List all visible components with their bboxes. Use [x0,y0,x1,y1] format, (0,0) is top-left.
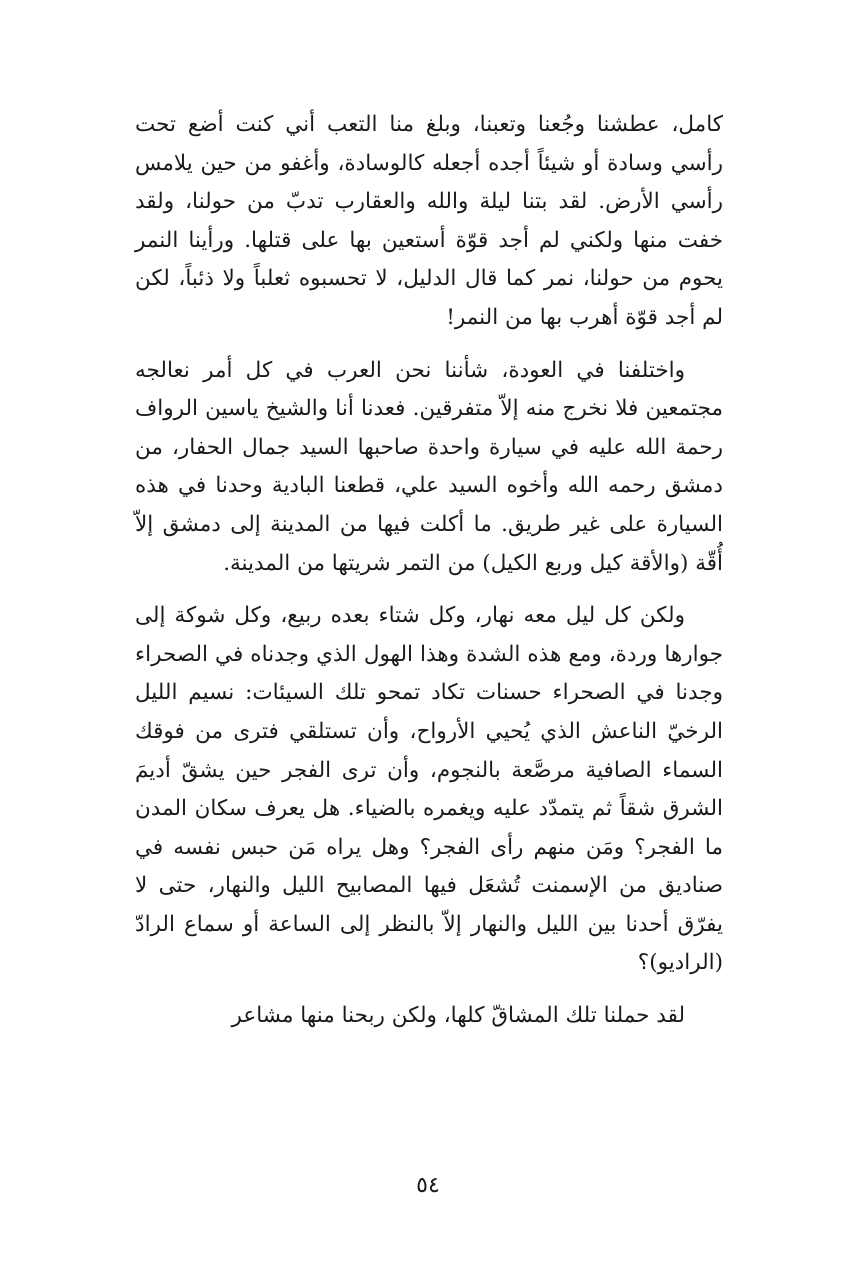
paragraph-3: ولكن كل ليل معه نهار، وكل شتاء بعده ربيع، وكل شوكة إلى جوارها وردة، ومع هذه الشدة وهذا الهول الذي وجدناه في الصحراء وجدنا في الصحراء حسنات تكاد تمحو تلك السيئات: نسيم الليل الرخيّ الناعش الذي يُحيي الأرواح، وأن تستلقي فترى من فوقك السماء الصافية مرصَّعة بالنجوم، وأن ترى الفجر حين يشقّ أديمَ الشرق شقاً ثم يتمدّد عليه ويغمره بالضياء. هل يعرف سكان المدن ما الفجر؟ ومَن منهم رأى الفجر؟ وهل يراه مَن حبس نفسه في صناديق من الإسمنت تُشعَل فيها المصابيح الليل والنهار، حتى لا يفرّق أحدنا بين الليل والنهار إلاّ بالنظر إلى الساعة أو سماع الرادّ (الراديو)؟ [135,603,723,976]
paragraph-2: واختلفنا في العودة، شأننا نحن العرب في كل أمر نعالجه مجتمعين فلا نخرج منه إلاّ متفرقين. فعدنا أنا والشيخ ياسين الرواف رحمة الله عليه في سيارة واحدة صاحبها السيد جمال الحفار، من دمشق رحمه الله وأخوه السيد علي، قطعنا البادية وحدنا في هذه السيارة على غير طريق. ما أكلت فيها من المدينة إلى دمشق إلاّ أُقّة (والأقة كيل وربع الكيل) من التمر شريتها من المدينة. [135,357,723,576]
page-number: ٥٤ [416,1173,440,1198]
paragraph-4: لقد حملنا تلك المشاقّ كلها، ولكن ربحنا منها مشاعر [231,1003,685,1029]
body-text [135,106,723,1050]
paragraph-1: كامل، عطشنا وجُعنا وتعبنا، وبلغ منا التعب أني كنت أضع تحت رأسي وسادة أو شيئاً أجده أجعله كالوسادة، وأغفو من حين يلامس رأسي الأرض. لقد بتنا ليلة والله والعقارب تدبّ من حولنا، ولقد خفت منها ولكني لم أجد قوّة أستعين بها على قتلها. ورأينا النمر يحوم من حولنا، نمر كما قال الدليل، لا تحسبوه ثعلباً ولا ذئباً، لكن لم أجد قوّة أهرب بها من النمر! [135,112,723,330]
